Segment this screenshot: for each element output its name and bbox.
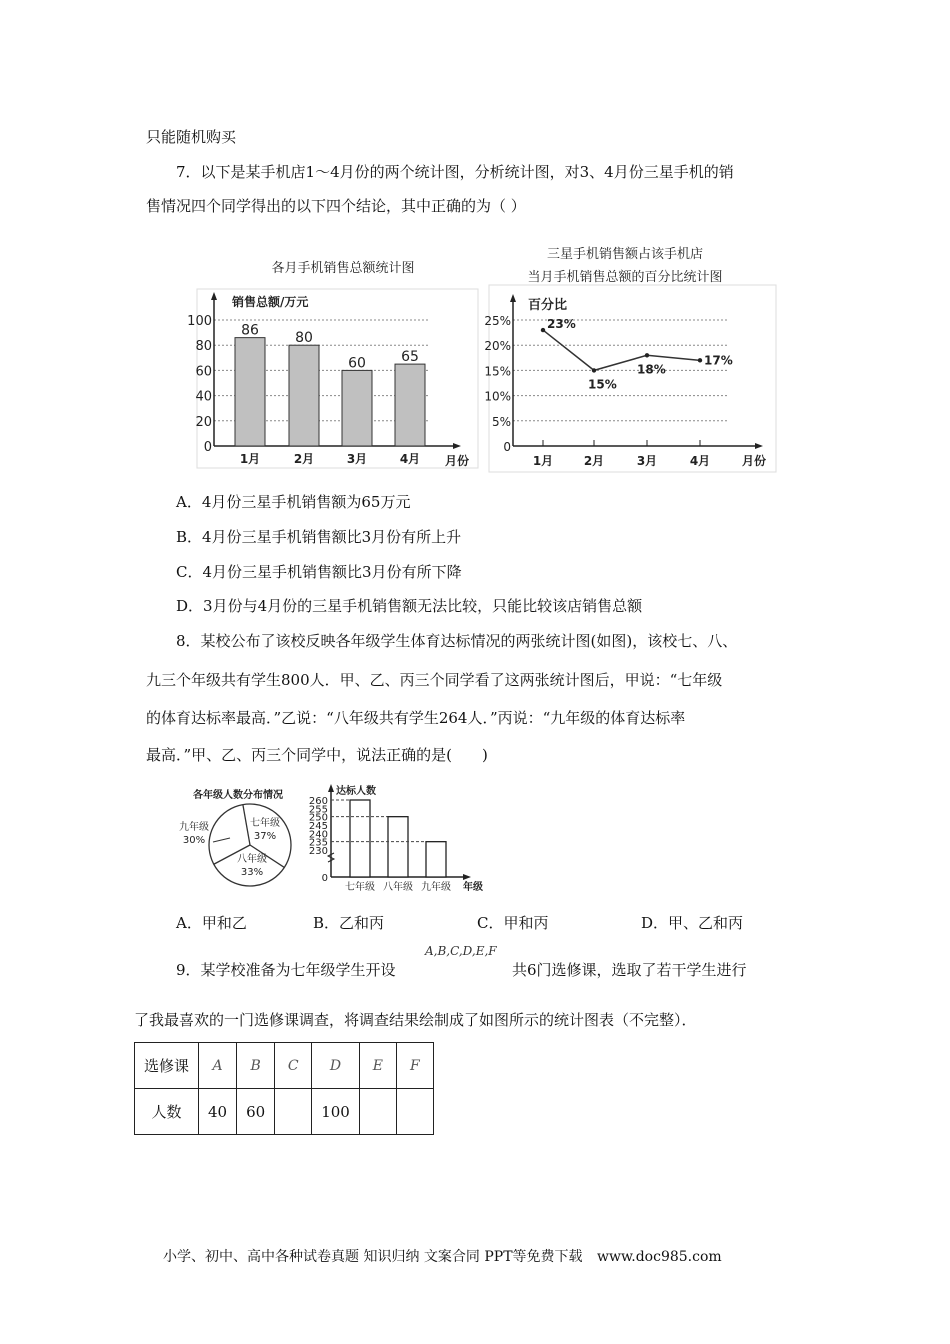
table-cell: D [312, 1043, 360, 1089]
x-tick-label: 4月 [399, 452, 421, 466]
y-tick-label: 0 [321, 873, 328, 884]
x-tick-label: 八年级 [383, 882, 413, 893]
y-tick-label: 235 [308, 837, 328, 849]
x-axis-arrow-icon [463, 874, 471, 880]
table-cell: B [237, 1043, 275, 1089]
bar [388, 817, 408, 877]
series-line [543, 330, 700, 370]
data-point [592, 368, 596, 372]
x-axis-arrow-icon [755, 443, 763, 449]
bar [235, 338, 265, 446]
pie-slice-percent: 30% [182, 835, 206, 846]
question-8-stem-2: 九三个年级共有学生800人．甲、乙、丙三个同学看了这两张统计图后，甲说：“七年级 [146, 671, 723, 689]
data-label: 17% [704, 353, 733, 368]
y-axis-arrow-icon [510, 294, 516, 302]
x-tick-label: 3月 [636, 454, 658, 468]
pie-slice-percent: 33% [240, 867, 264, 878]
data-label: 15% [588, 377, 617, 392]
y-tick-label: 60 [195, 364, 212, 380]
chart-title: 三星手机销售额占该手机店 [546, 247, 704, 262]
question-9-stem: 9．某学校准备为七年级学生开设 [176, 961, 396, 979]
pie-slice-label: 七年级 [250, 818, 280, 829]
chart-frame [489, 285, 776, 472]
option-7d: D．3月份与4月份的三星手机销售额无法比较，只能比较该店销售总额 [176, 597, 643, 615]
data-label: 23% [547, 317, 576, 332]
leader-line [213, 838, 230, 842]
data-label: 86 [241, 322, 259, 339]
y-tick-label: 100 [187, 314, 212, 329]
x-axis-arrow-icon [453, 443, 461, 449]
bar [342, 370, 372, 446]
table-cell: 40 [199, 1089, 237, 1135]
y-tick-label: 240 [308, 829, 328, 841]
y-tick-label: 5% [491, 414, 511, 429]
option-8d: D．甲、乙和丙 [641, 914, 744, 932]
data-label: 60 [348, 355, 366, 372]
x-tick-label: 七年级 [345, 882, 375, 893]
x-tick-label: 1月 [532, 454, 554, 468]
x-tick-label: 3月 [346, 452, 368, 466]
table-cell: E [359, 1043, 396, 1089]
y-axis-label: 销售总额/万元 [232, 295, 309, 309]
data-point [698, 358, 702, 362]
bar [426, 842, 446, 877]
y-axis-label: 达标人数 [336, 786, 376, 797]
option-7b: B．4月份三星手机销售额比3月份有所上升 [176, 528, 462, 546]
y-axis-arrow-icon [328, 784, 334, 792]
option-7a: A．4月份三星手机销售额为65万元 [176, 493, 411, 511]
y-axis-label: 百分比 [528, 298, 568, 313]
y-tick-label: 80 [195, 339, 212, 355]
question-9-stem-2: 了我最喜欢的一门选修课调查，将调查结果绘制成了如图所示的统计图表（不完整）． [134, 1011, 697, 1029]
y-tick-label: 255 [308, 804, 328, 816]
y-tick-label: 245 [308, 821, 328, 832]
y-tick-label: 260 [308, 796, 328, 807]
table-cell: 100 [312, 1089, 360, 1135]
option-7c: C．4月份三星手机销售额比3月份有所下降 [176, 563, 462, 581]
bar [395, 364, 425, 446]
footer-text: 小学、初中、高中各种试卷真题 知识归纳 文案合同 PPT等免费下载 [163, 1249, 583, 1265]
y-tick-label: 10% [484, 389, 511, 404]
question-8-stem-4: 最高．”甲、乙、丙三个同学中，说法正确的是( ) [146, 746, 488, 764]
x-tick-label: 2月 [583, 454, 605, 468]
question-7-stem-cont: 售情况四个同学得出的以下四个结论，其中正确的为（ ） [146, 197, 526, 215]
pie-slice-label: 九年级 [179, 822, 209, 833]
y-tick-label: 230 [308, 846, 328, 857]
table-cell: 选修课 [135, 1043, 199, 1089]
y-tick-label: 15% [484, 364, 511, 379]
text-line: 只能随机购买 [146, 128, 237, 146]
math-expression: A,B,C,D,E,F [425, 944, 497, 958]
data-label: 18% [637, 362, 666, 377]
x-tick-label: 2月 [293, 452, 315, 466]
table-cell: 人数 [135, 1089, 199, 1135]
x-tick-label: 1月 [239, 452, 261, 466]
chart-title: 各年级人数分布情况 [193, 790, 283, 801]
y-tick-label: 20 [195, 414, 212, 430]
x-axis-label: 月份 [742, 454, 767, 468]
x-axis-label: 年级 [463, 882, 483, 893]
y-tick-label: 250 [308, 812, 328, 824]
y-tick-label: 20% [484, 339, 511, 354]
question-8-stem-3: 的体育达标率最高．”乙说：“八年级共有学生264人．”丙说：“九年级的体育达标率 [146, 709, 686, 727]
bar [289, 345, 319, 446]
data-point [541, 328, 545, 332]
y-axis-arrow-icon [211, 292, 217, 300]
axis-break-icon [328, 853, 334, 862]
table-cell: 60 [237, 1089, 275, 1135]
pie-slice-label: 八年级 [237, 854, 267, 865]
x-axis-label: 月份 [445, 454, 470, 468]
question-8-stem: 8．某校公布了该校反映各年级学生体育达标情况的两张统计图(如图)，该校七、八、 [176, 632, 738, 650]
pie-slice-boundary [243, 805, 250, 845]
pie-slice-percent: 37% [253, 831, 277, 842]
y-tick-label: 40 [195, 389, 212, 405]
data-point [645, 353, 649, 357]
bar [350, 800, 370, 877]
chart-title: 各月手机销售总额统计图 [271, 261, 415, 276]
y-tick-label: 0 [203, 440, 212, 455]
option-8a: A．甲和乙 [176, 914, 247, 932]
question-9-stem-cont: 共6门选修课，选取了若干学生进行 [512, 961, 747, 979]
data-label: 65 [401, 349, 419, 366]
chart-subtitle: 当月手机销售总额的百分比统计图 [527, 270, 723, 285]
option-8c: C．甲和丙 [477, 914, 549, 932]
question-7-stem: 7．以下是某手机店1～4月份的两个统计图，分析统计图，对3、4月份三星手机的销 [176, 163, 734, 181]
x-tick-label: 4月 [689, 454, 711, 468]
y-tick-label: 25% [484, 314, 511, 328]
data-label: 80 [295, 330, 313, 347]
footer-url[interactable]: www.doc985.com [596, 1249, 722, 1265]
y-tick-label: 0 [503, 440, 511, 454]
table-cell: F [396, 1043, 433, 1089]
table-cell: C [275, 1043, 312, 1089]
table-cell: A [199, 1043, 237, 1089]
option-8b: B．乙和丙 [313, 914, 385, 932]
x-tick-label: 九年级 [421, 882, 451, 893]
